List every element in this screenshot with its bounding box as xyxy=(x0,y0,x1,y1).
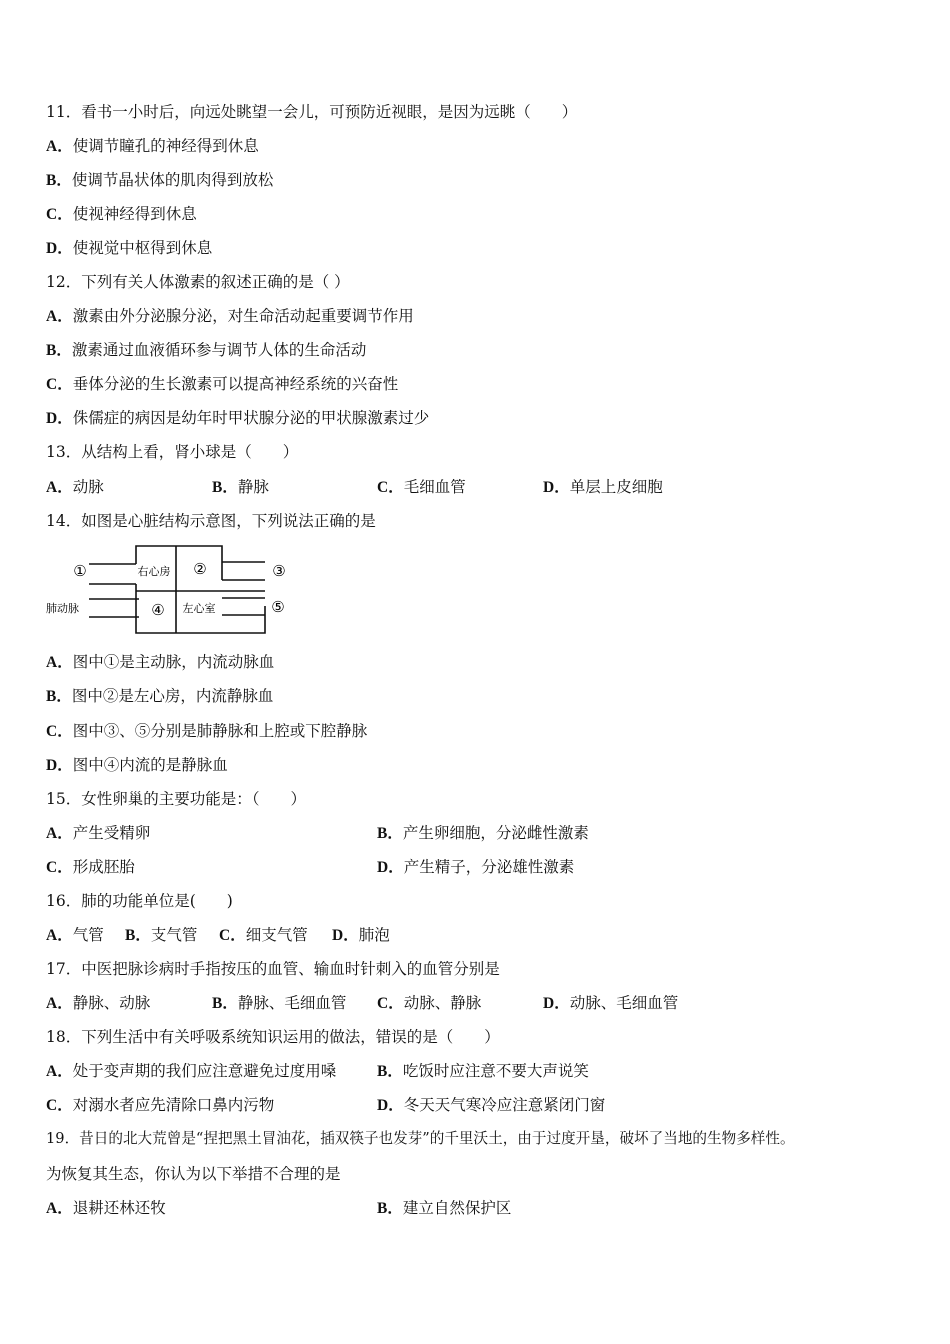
q15-stem: 15．女性卵巢的主要功能是：（ ） xyxy=(46,790,306,808)
q17-option-b: B．静脉、毛细血管 xyxy=(212,994,347,1012)
diagram-label-3: ③ xyxy=(272,562,286,580)
q12-option-d: D．侏儒症的病因是幼年时甲状腺分泌的甲状腺激素过少 xyxy=(46,409,430,427)
q16-option-b: B．支气管 xyxy=(125,926,198,944)
q16-option-c: C．细支气管 xyxy=(219,926,308,944)
q19-option-b: B．建立自然保护区 xyxy=(377,1199,512,1217)
q17-option-a: A．静脉、动脉 xyxy=(46,994,151,1012)
q12-option-b: B．激素通过血液循环参与调节人体的生命活动 xyxy=(46,341,367,359)
diagram-label-4: ④ xyxy=(151,601,165,619)
q13-stem: 13．从结构上看，肾小球是（ ） xyxy=(46,443,299,461)
diagram-label-right-atrium: 右心房 xyxy=(137,565,171,578)
q12-option-c: C．垂体分泌的生长激素可以提高神经系统的兴奋性 xyxy=(46,375,399,393)
q17-stem: 17．中医把脉诊病时手指按压的血管、输血时针刺入的血管分别是 xyxy=(46,960,500,978)
q13-option-d: D．单层上皮细胞 xyxy=(543,478,663,496)
q19-option-a: A．退耕还林还牧 xyxy=(46,1199,166,1217)
q11-option-a: A．使调节瞳孔的神经得到休息 xyxy=(46,137,259,155)
heart-structure-diagram xyxy=(44,542,294,638)
diagram-label-5: ⑤ xyxy=(271,598,285,616)
q15-option-a: A．产生受精卵 xyxy=(46,824,151,842)
q14-option-d: D．图中④内流的是静脉血 xyxy=(46,756,228,774)
q17-option-d: D．动脉、毛细血管 xyxy=(543,994,679,1012)
diagram-label-2: ② xyxy=(193,560,207,578)
q14-option-a: A．图中①是主动脉，内流动脉血 xyxy=(46,653,275,671)
diagram-label-1: ① xyxy=(73,562,87,580)
q11-option-d: D．使视觉中枢得到休息 xyxy=(46,239,213,257)
q11-option-b: B．使调节晶状体的肌肉得到放松 xyxy=(46,171,274,189)
q15-option-b: B．产生卵细胞，分泌雌性激素 xyxy=(377,824,589,842)
q12-option-a: A．激素由外分泌腺分泌，对生命活动起重要调节作用 xyxy=(46,307,414,325)
q11-stem: 11．看书一小时后，向远处眺望一会儿，可预防近视眼，是因为远眺（ ） xyxy=(46,103,578,121)
q16-stem: 16．肺的功能单位是( ) xyxy=(46,892,233,910)
q14-stem: 14．如图是心脏结构示意图，下列说法正确的是 xyxy=(46,512,376,530)
q15-option-d: D．产生精子，分泌雄性激素 xyxy=(377,858,575,876)
q18-option-a: A．处于变声期的我们应注意避免过度用嗓 xyxy=(46,1062,337,1080)
q14-option-b: B．图中②是左心房，内流静脉血 xyxy=(46,687,274,705)
q12-stem: 12．下列有关人体激素的叙述正确的是（ ） xyxy=(46,273,350,291)
q13-option-b: B．静脉 xyxy=(212,478,269,496)
diagram-label-pulmonary-artery: 肺动脉 xyxy=(46,602,79,615)
q19-stem-line-1: 19．昔日的北大荒曾是“捏把黑土冒油花，插双筷子也发芽”的千里沃土，由于过度开垦，破坏了当地的生物多样性。 xyxy=(46,1130,795,1147)
q15-option-c: C．形成胚胎 xyxy=(46,858,135,876)
q18-option-d: D．冬天天气寒冷应注意紧闭门窗 xyxy=(377,1096,606,1114)
q16-option-a: A．气管 xyxy=(46,926,104,944)
q13-option-a: A．动脉 xyxy=(46,478,104,496)
q18-option-c: C．对溺水者应先清除口鼻内污物 xyxy=(46,1096,275,1114)
q19-stem-line-2: 为恢复其生态，你认为以下举措不合理的是 xyxy=(46,1165,341,1183)
q14-option-c: C．图中③、⑤分别是肺静脉和上腔或下腔静脉 xyxy=(46,722,368,740)
diagram-label-left-ventricle: 左心室 xyxy=(182,602,216,615)
q11-option-c: C．使视神经得到休息 xyxy=(46,205,197,223)
q17-option-c: C．动脉、静脉 xyxy=(377,994,482,1012)
q18-option-b: B．吃饭时应注意不要大声说笑 xyxy=(377,1062,589,1080)
q18-stem: 18．下列生活中有关呼吸系统知识运用的做法，错误的是（ ） xyxy=(46,1028,500,1046)
q13-option-c: C．毛细血管 xyxy=(377,478,466,496)
q16-option-d: D．肺泡 xyxy=(332,926,390,944)
